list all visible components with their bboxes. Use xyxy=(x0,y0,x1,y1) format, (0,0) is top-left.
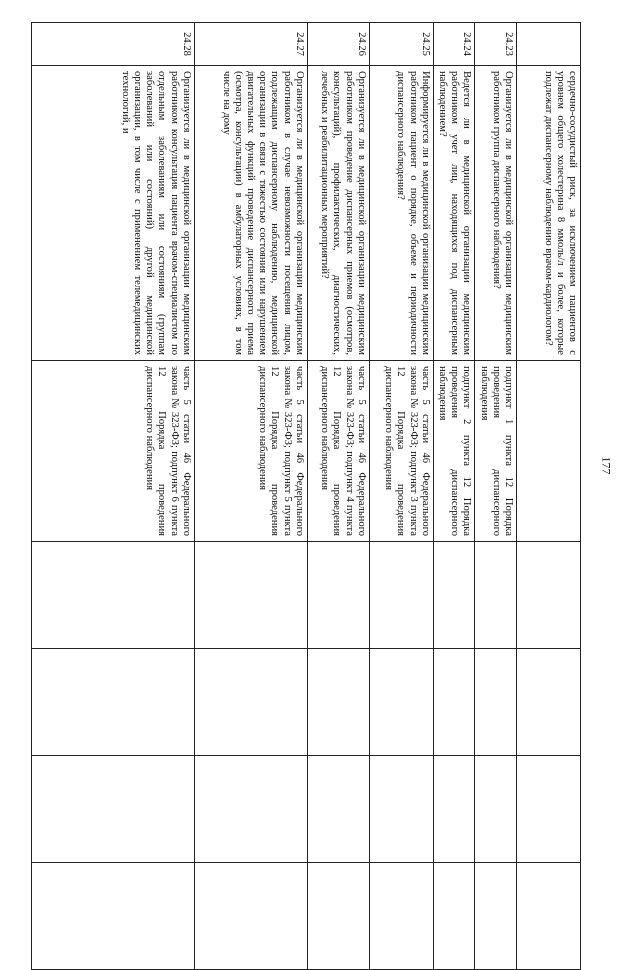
table-row xyxy=(517,23,581,970)
answer-cell xyxy=(475,649,517,756)
table-row xyxy=(369,23,433,970)
row-number: 24.27 xyxy=(194,23,307,66)
answer-cell xyxy=(517,756,581,863)
page-number: 177 xyxy=(599,456,614,475)
answer-cell xyxy=(194,542,307,649)
answer-cell xyxy=(475,863,517,970)
answer-cell xyxy=(369,542,433,649)
answer-cell xyxy=(517,863,581,970)
question-cell: Ведется ли в медицинской организации медицинским работником учет лиц, находящихся под диспансерным наблюдением? xyxy=(433,66,475,361)
question-cell: Организуется ли в медицинской организации медицинским работником группа диспансерного наблюдения? xyxy=(475,66,517,361)
reference-cell: часть 5 статьи 46 Федерального закона № 323-ФЗ; подпункт 6 пункта 12 Порядка проведения диспансерного наблюдения xyxy=(31,361,194,542)
reference-cell: часть 5 статьи 46 Федерального закона № 323-ФЗ; подпункт 3 пункта 12 Порядка проведения диспансерного наблюдения xyxy=(369,361,433,542)
answer-cell xyxy=(517,542,581,649)
answer-cell xyxy=(475,542,517,649)
answer-cell xyxy=(369,863,433,970)
question-cell: Организуется ли в медицинской организации медицинским работником консультация пациента врачом-специалистом по отдельным заболеваниям или состояниям (группам заболеваний или состояний) другой медицинской организации, в том числе с применением телемедицинских технологий, и xyxy=(31,66,194,361)
answer-cell xyxy=(433,542,475,649)
answer-cell xyxy=(307,542,369,649)
answer-cell xyxy=(433,756,475,863)
rotated-table-container xyxy=(41,22,581,892)
table-row xyxy=(31,23,194,970)
row-number: 24.25 xyxy=(369,23,433,66)
reference-cell: часть 5 статьи 46 Федерального закона № 323-ФЗ; подпункт 5 пункта 12 Порядка проведения диспансерного наблюдения xyxy=(194,361,307,542)
answer-cell xyxy=(475,756,517,863)
reference-cell: подпункт 1 пункта 12 Порядка проведения диспансерного наблюдения xyxy=(475,361,517,542)
answer-cell xyxy=(31,542,194,649)
answer-cell xyxy=(31,649,194,756)
answer-cell xyxy=(517,649,581,756)
answer-cell xyxy=(194,756,307,863)
question-cell: Организуется ли в медицинской организации медицинским работником проведение диспансерных приемов (осмотров, консультаций), профилактических, диагностических, лечебных и реабилитационных мероприятий? xyxy=(307,66,369,361)
answer-cell xyxy=(369,649,433,756)
answer-cell xyxy=(194,649,307,756)
answer-cell xyxy=(433,863,475,970)
answer-cell xyxy=(369,756,433,863)
answer-cell xyxy=(31,756,194,863)
row-number: 24.23 xyxy=(475,23,517,66)
reference-cell: подпункт 2 пункта 12 Порядка проведения диспансерного наблюдения xyxy=(433,361,475,542)
table-row xyxy=(475,23,517,970)
table-row xyxy=(433,23,475,970)
reference-cell xyxy=(517,361,581,542)
table-row xyxy=(194,23,307,970)
answer-cell xyxy=(433,649,475,756)
answer-cell xyxy=(307,863,369,970)
answer-cell xyxy=(194,863,307,970)
row-number: 24.24 xyxy=(433,23,475,66)
row-number: 24.28 xyxy=(31,23,194,66)
question-cell: Организуется ли в медицинской организации медицинским работником в случае невозможности посещения лицом, подлежащим диспансерному наблюдению, медицинской организации в связи с тяжестью состояния или нарушением двигательных функций проведение диспансерного приема (осмотра, консультации) в амбулаторных условиях, в том числе на дому xyxy=(194,66,307,361)
answer-cell xyxy=(307,649,369,756)
question-cell: Информируется ли в медицинской организации медицинским работником пациент о порядке, объеме и периодичности диспансерного наблюдения? xyxy=(369,66,433,361)
table-row xyxy=(307,23,369,970)
answer-cell xyxy=(307,756,369,863)
question-cell: сердечно-сосудистый риск, за исключением пациентов с уровнем общего холестерина 8 ммоль/л и более, которые подлежат диспансерному наблюдению врачом-кардиологом? xyxy=(517,66,581,361)
checklist-table xyxy=(31,22,581,970)
row-number xyxy=(517,23,581,66)
answer-cell xyxy=(31,863,194,970)
reference-cell: часть 5 статьи 46 Федерального закона № 323-ФЗ; подпункт 4 пункта 12 Порядка проведения диспансерного наблюдения xyxy=(307,361,369,542)
row-number: 24.26 xyxy=(307,23,369,66)
